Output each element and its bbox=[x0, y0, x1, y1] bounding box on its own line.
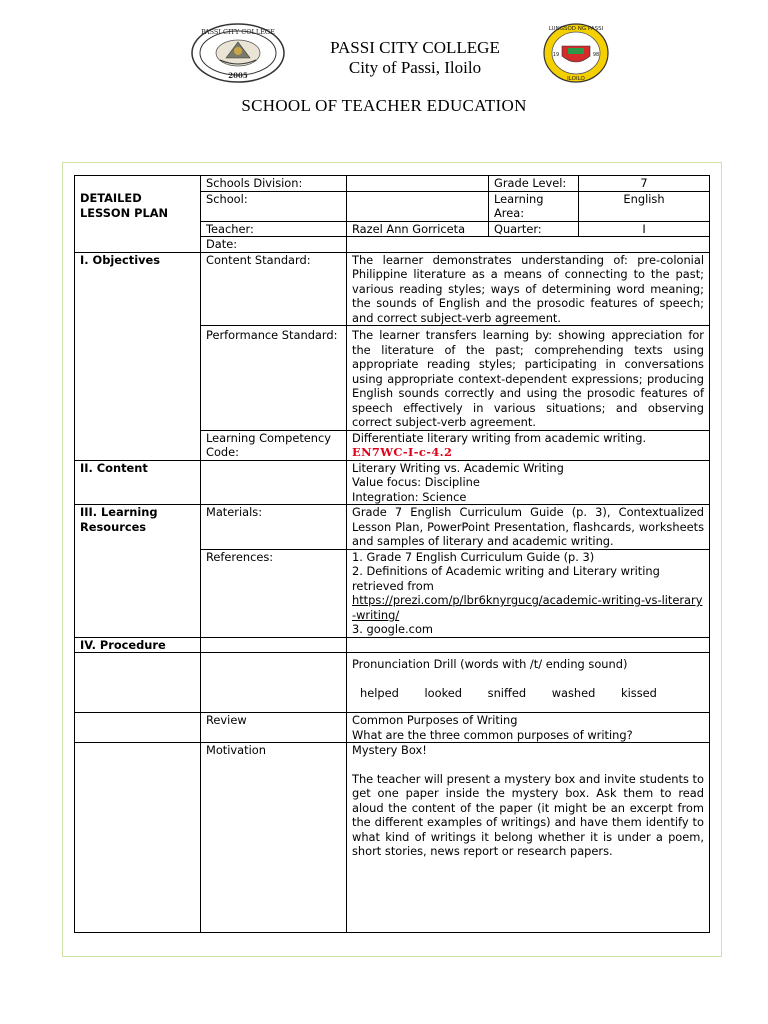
motivation-title: Mystery Box! bbox=[352, 743, 427, 757]
svg-text:19: 19 bbox=[552, 52, 560, 58]
college-seal-logo bbox=[190, 22, 286, 84]
motivation-text: The teacher will present a mystery box and invite students to get one paper inside the mystery box. Ask them to read aloud the content of the paper (it might be an excerpt from the different examples of writings) and have them identify to what kind of writings it belong whether it is under a poem, short stories, news report or research papers. bbox=[352, 771, 704, 858]
svg-text:2005: 2005 bbox=[228, 71, 248, 80]
content-value-focus: Value focus: Discipline bbox=[352, 475, 480, 489]
reference-link[interactable]: https://prezi.com/p/lbr6knyrgucg/academic-writing-vs-literary-writing/ bbox=[352, 593, 703, 622]
lesson-plan-title: DETAILED LESSON PLAN bbox=[75, 176, 201, 253]
materials-row bbox=[75, 505, 710, 550]
review-cell bbox=[347, 713, 710, 743]
procedure-empty-cell bbox=[201, 637, 347, 653]
grade-level-label: Grade Level: bbox=[489, 176, 579, 192]
date-label: Date: bbox=[201, 237, 347, 253]
content-section-label: II. Content bbox=[75, 460, 201, 505]
college-heading bbox=[300, 38, 530, 78]
content-standard-label: Content Standard: bbox=[201, 252, 347, 326]
city-seal-logo bbox=[542, 22, 610, 84]
school-label: School: bbox=[201, 191, 347, 221]
competency-code: EN7WC-I-c-4.2 bbox=[352, 445, 453, 459]
motivation-empty-left bbox=[75, 743, 201, 933]
grade-level-value: 7 bbox=[579, 176, 710, 192]
content-standard-text: The learner demonstrates understanding of: pre-colonial Philippine literature as a means of connecting to the past; various reading styles; ways of determining word meaning; the sounds of English and the prosodic features of speech; and correct subject-verb agreement. bbox=[347, 252, 710, 326]
review-topic: Common Purposes of Writing bbox=[352, 713, 518, 727]
drill-word: kissed bbox=[621, 685, 657, 700]
content-topic: Literary Writing vs. Academic Writing bbox=[352, 460, 564, 475]
drill-row bbox=[75, 653, 710, 713]
college-name: PASSI CITY COLLEGE bbox=[330, 38, 500, 57]
drill-words bbox=[352, 686, 704, 701]
drill-title: Pronunciation Drill (words with /t/ ending sound) bbox=[352, 657, 628, 671]
performance-standard-text: The learner transfers learning by: showing appreciation for the literature of the past; comprehending texts using appropriate reading styles; participating in conversations using appropriate context-dependent expressions; producing English sounds correctly and using the prosodic features of speech effectively in various situations; and observing correct subject-verb agreement. bbox=[347, 326, 710, 431]
review-label: Review bbox=[201, 713, 347, 743]
info-row-division bbox=[75, 176, 710, 192]
drill-empty-left bbox=[75, 653, 201, 713]
content-row bbox=[75, 460, 710, 505]
schools-division-label: Schools Division: bbox=[201, 176, 347, 192]
materials-text: Grade 7 English Curriculum Guide (p. 3), Contextualized Lesson Plan, PowerPoint Presentation, flashcards, worksheets and samples of literary and academic writing. bbox=[347, 505, 710, 550]
procedure-section-label: IV. Procedure bbox=[75, 637, 201, 653]
drill-word: helped bbox=[360, 685, 399, 700]
svg-text:LUNGSOD NG PASSI: LUNGSOD NG PASSI bbox=[548, 26, 604, 32]
content-standard-row bbox=[75, 252, 710, 326]
procedure-row bbox=[75, 637, 710, 653]
reference-item-3: 3. google.com bbox=[352, 622, 434, 636]
motivation-label: Motivation bbox=[201, 743, 347, 933]
drill-word: washed bbox=[551, 685, 596, 700]
quarter-label: Quarter: bbox=[489, 221, 579, 237]
motivation-cell bbox=[347, 743, 710, 933]
competency-label: Learning Competency Code: bbox=[201, 430, 347, 460]
motivation-row bbox=[75, 743, 710, 933]
content-cell bbox=[347, 460, 710, 505]
materials-label: Materials: bbox=[201, 505, 347, 550]
reference-item-1: 1. Grade 7 English Curriculum Guide (p. 3) bbox=[352, 549, 595, 564]
content-integration: Integration: Science bbox=[352, 489, 467, 504]
drill-word: looked bbox=[424, 685, 463, 700]
drill-cell bbox=[347, 653, 710, 713]
competency-cell bbox=[347, 430, 710, 460]
drill-word: sniffed bbox=[487, 685, 527, 700]
review-question: What are the three common purposes of writing? bbox=[352, 727, 633, 742]
review-empty-left bbox=[75, 713, 201, 743]
school-value bbox=[347, 191, 489, 221]
lesson-plan-table bbox=[74, 175, 710, 933]
svg-text:ILOILO: ILOILO bbox=[567, 76, 585, 82]
reference-item-2: 2. Definitions of Academic writing and Literary writing retrieved from bbox=[352, 564, 660, 593]
teacher-value: Razel Ann Gorriceta bbox=[347, 221, 489, 237]
content-empty-cell bbox=[201, 460, 347, 505]
department-heading: SCHOOL OF TEACHER EDUCATION bbox=[241, 96, 527, 115]
performance-standard-label: Performance Standard: bbox=[201, 326, 347, 431]
resources-section-label: III. Learning Resources bbox=[75, 505, 201, 638]
date-value bbox=[347, 237, 710, 253]
svg-text:98: 98 bbox=[592, 52, 600, 58]
schools-division-value bbox=[347, 176, 489, 192]
objectives-section-label: I. Objectives bbox=[75, 252, 201, 460]
college-location: City of Passi, Iloilo bbox=[348, 58, 482, 77]
procedure-empty-content bbox=[347, 637, 710, 653]
references-cell bbox=[347, 549, 710, 637]
learning-area-value: English bbox=[579, 191, 710, 221]
references-label: References: bbox=[201, 549, 347, 637]
drill-empty-label bbox=[201, 653, 347, 713]
teacher-label: Teacher: bbox=[201, 221, 347, 237]
svg-text:PASSI CITY COLLEGE: PASSI CITY COLLEGE bbox=[201, 28, 275, 36]
learning-area-label: Learning Area: bbox=[489, 191, 579, 221]
review-row bbox=[75, 713, 710, 743]
competency-text: Differentiate literary writing from academic writing. bbox=[352, 430, 647, 445]
quarter-value: I bbox=[579, 221, 710, 237]
document-header bbox=[0, 0, 768, 160]
